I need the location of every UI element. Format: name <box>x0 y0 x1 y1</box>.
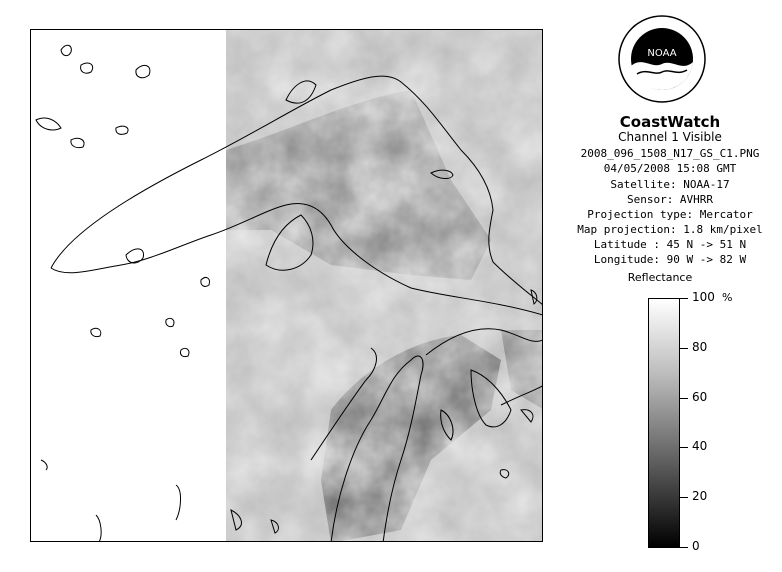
map-projection-label: Map projection: 1.8 km/pixel <box>577 223 763 236</box>
projection-type-label: Projection type: Mercator <box>587 208 753 221</box>
longitude-label: Longitude: 90 W -> 82 W <box>593 253 747 266</box>
colorbar-tick <box>680 398 688 399</box>
colorbar-tick <box>680 447 688 448</box>
legend-unit: % <box>722 291 733 304</box>
datetime-label: 04/05/2008 15:08 GMT <box>603 162 737 175</box>
colorbar-tick-label: 40 <box>692 439 708 453</box>
latitude-label: Latitude : 45 N -> 51 N <box>593 238 747 251</box>
filename-label: 2008_096_1508_N17_GS_C1.PNG <box>580 147 760 160</box>
colorbar-tick <box>680 547 688 548</box>
satellite-label: Satellite: NOAA-17 <box>610 178 730 191</box>
satellite-swath <box>226 30 543 542</box>
sensor-label: Sensor: AVHRR <box>626 193 714 206</box>
colorbar-tick-label: 100 <box>692 290 715 304</box>
colorbar-tick-label: 20 <box>692 489 708 503</box>
app-title: CoastWatch <box>619 113 721 131</box>
colorbar-tick-label: 60 <box>692 390 708 404</box>
logo-text: NOAA <box>647 48 677 59</box>
colorbar-tick <box>680 497 688 498</box>
legend-title: Reflectance <box>627 271 693 284</box>
colorbar-tick <box>680 298 688 299</box>
noaa-logo-icon <box>617 14 707 104</box>
map-canvas <box>31 30 543 542</box>
colorbar-tick-label: 0 <box>692 539 700 553</box>
satellite-image-map[interactable] <box>30 29 543 542</box>
colorbar-tick <box>680 348 688 349</box>
channel-label: Channel 1 Visible <box>618 130 722 144</box>
colorbar <box>648 298 680 548</box>
colorbar-tick-label: 80 <box>692 340 708 354</box>
